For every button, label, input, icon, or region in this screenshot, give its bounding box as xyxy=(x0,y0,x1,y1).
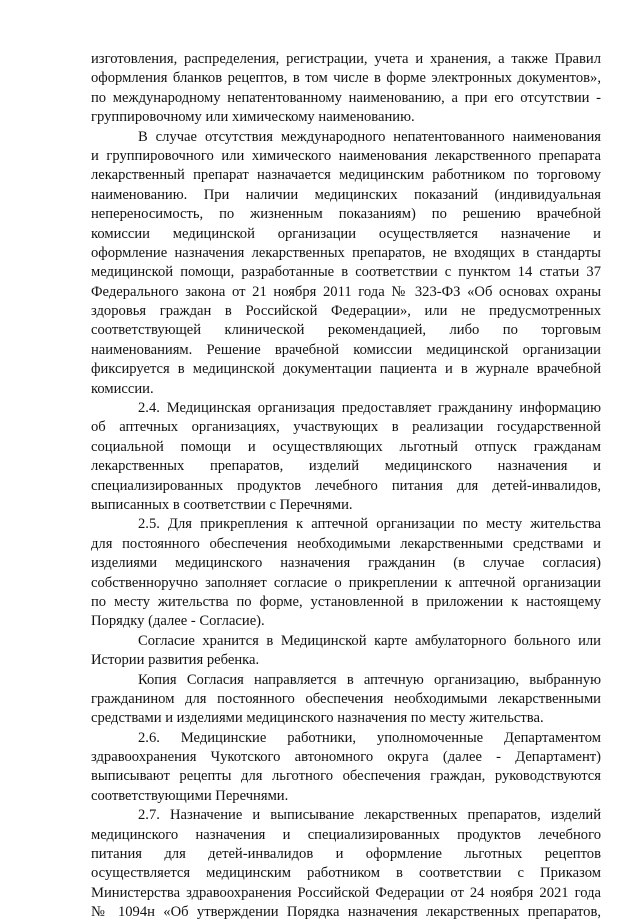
text-line: здоровья граждан в Российской Федерации», или не предусмотренных xyxy=(91,303,601,320)
text-line: медицинского назначения и специализированных продуктов лечебного xyxy=(91,826,601,843)
text-line: группировочному или химическому наименованию. xyxy=(91,109,415,126)
text-line: комиссии медицинской организации осуществляется назначение и xyxy=(91,225,601,242)
text-line: лекарственный препарат назначается медицинским работником по торговому xyxy=(91,167,601,184)
paragraph xyxy=(91,128,601,399)
text-line: осуществляется медицинским работником в соответствии с Приказом xyxy=(91,865,601,882)
paragraph xyxy=(91,806,601,922)
text-line: социальной помощи и осуществляющих льготный отпуск гражданам xyxy=(91,438,601,455)
text-line: наименованиям. Решение врачебной комиссии медицинской организации xyxy=(91,341,601,358)
text-line: комиссии. xyxy=(91,380,154,397)
text-line: оформление назначения лекарственных препаратов, не входящих в стандарты xyxy=(91,244,601,261)
text-line: оформления бланков рецептов, в том числе в форме электронных документов», xyxy=(91,70,601,87)
text-line: по месту жительства по форме, установленной в приложении к настоящему xyxy=(91,593,601,610)
text-line: об аптечных организациях, участвующих в реализации государственной xyxy=(91,419,601,436)
text-line: средствами и изделиями медицинского назначения по месту жительства. xyxy=(91,710,544,727)
paragraph xyxy=(91,399,601,515)
text-line: соответствующей клинической рекомендацией, либо по торговым xyxy=(91,322,601,339)
text-line: 2.5. Для прикрепления к аптечной организации по месту жительства xyxy=(138,516,601,533)
text-line: Министерства здравоохранения Российской Федерации от 24 ноября 2021 года xyxy=(91,884,601,901)
text-line: Согласие хранится в Медицинской карте амбулаторного больного или xyxy=(138,632,601,649)
text-line: изделиями медицинского назначения гражданин (в случае согласия) xyxy=(91,555,601,572)
text-line: лекарственных препаратов, изделий медицинского назначения и xyxy=(91,458,601,475)
text-line: питания для детей-инвалидов и оформление льготных рецептов xyxy=(91,846,601,863)
text-line: здравоохранения Чукотского автономного округа (далее - Департамент) xyxy=(91,749,601,766)
text-line: Федерального закона от 21 ноября 2011 года № 323-ФЗ «Об основах охраны xyxy=(91,283,601,300)
text-line: для постоянного обеспечения необходимыми лекарственными средствами и xyxy=(91,535,601,552)
text-line: Копия Согласия направляется в аптечную организацию, выбранную xyxy=(138,671,601,688)
text-line: Истории развития ребенка. xyxy=(91,652,260,669)
text-line: 2.7. Назначение и выписывание лекарственных препаратов, изделий xyxy=(138,807,601,824)
text-line: № 1094н «Об утверждении Порядка назначения лекарственных препаратов, xyxy=(91,904,601,921)
text-line: Порядку (далее - Согласие). xyxy=(91,613,265,630)
text-line: изготовления, распределения, регистрации, учета и хранения, а также Правил xyxy=(91,51,601,67)
text-line: гражданином для постоянного обеспечения необходимыми лекарственными xyxy=(91,690,601,707)
text-line: специализированных продуктов лечебного питания для детей-инвалидов, xyxy=(91,477,601,494)
text-line: непереносимость, по жизненным показаниям) по решению врачебной xyxy=(91,206,601,223)
text-line: выписанных в соответствии с Перечнями. xyxy=(91,496,353,513)
text-line: 2.4. Медицинская организация предоставляет гражданину информацию xyxy=(138,400,601,417)
paragraph xyxy=(91,671,601,729)
document-page xyxy=(91,50,601,923)
text-line: медицинской помощи, разработанные в соответствии с пунктом 14 статьи 37 xyxy=(91,264,601,281)
text-line: 2.6. Медицинские работники, уполномоченные Департаментом xyxy=(138,729,601,746)
paragraph xyxy=(91,50,601,128)
paragraph xyxy=(91,515,601,631)
text-line: собственноручно заполняет согласие о прикреплении к аптечной организации xyxy=(91,574,601,591)
text-line: по международному непатентованному наименованию, а при его отсутствии - xyxy=(91,89,601,106)
text-line: фиксируется в медицинской документации пациента и в журнале врачебной xyxy=(91,361,601,378)
text-line: выписывают рецепты для льготного обеспечения граждан, руководствуются xyxy=(91,768,601,785)
text-line: В случае отсутствия международного непатентованного наименования xyxy=(138,128,601,145)
text-line: наименованию. При наличии медицинских показаний (индивидуальная xyxy=(91,186,601,203)
paragraph xyxy=(91,729,601,807)
text-line: соответствующими Перечнями. xyxy=(91,787,289,804)
text-line: и группировочного или химического наименования лекарственного препарата xyxy=(91,147,601,164)
paragraph xyxy=(91,632,601,671)
